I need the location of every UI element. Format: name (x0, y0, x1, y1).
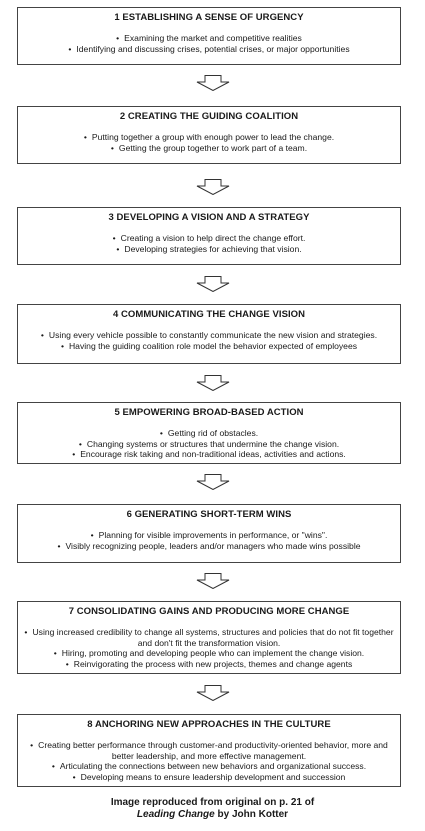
step-box-3 (17, 207, 401, 265)
step-title: 2 CREATING THE GUIDING COALITION (119, 111, 299, 122)
bullet-item: • Hiring, promoting and developing people who can implement the change vision. (53, 648, 365, 658)
bullet-icon: • (116, 33, 120, 43)
bullet-item: • Using every vehicle possible to constantly communicate the new vision and strategies. (40, 330, 378, 340)
bullet-icon: • (68, 43, 72, 54)
bullet-icon: • (83, 132, 87, 142)
step-title: 7 CONSOLIDATING GAINS AND PRODUCING MORE CHANGE (68, 606, 350, 617)
down-arrow-icon (0, 276, 425, 292)
bullet-icon: • (53, 648, 57, 658)
bullet-icon: • (24, 627, 28, 637)
bullet-icon: • (65, 658, 69, 669)
bullet-item: • Changing systems or structures that undermine the change vision. (78, 438, 340, 449)
down-arrow-icon (0, 179, 425, 195)
source-caption (0, 797, 425, 821)
bullet-icon: • (72, 449, 76, 459)
bullet-item: • Developing strategies for achieving that vision. (116, 243, 302, 254)
bullet-item: • Developing means to ensure leadership development and succession (72, 771, 346, 782)
down-arrow-icon (0, 573, 425, 589)
bullet-item: • Reinvigorating the process with new projects, themes and change agents (65, 658, 353, 669)
step-box-5 (17, 402, 401, 464)
step-title: 1 ESTABLISHING A SENSE OF URGENCY (114, 12, 304, 23)
bullet-item: • Having the guiding coalition role model the behavior expected of employees (60, 340, 358, 351)
bullet-icon: • (110, 142, 114, 153)
step-box-2 (17, 106, 401, 164)
step-title: 5 EMPOWERING BROAD-BASED ACTION (114, 407, 304, 418)
bullet-icon: • (159, 428, 163, 438)
bullet-item: • Getting rid of obstacles. (159, 428, 259, 438)
caption-line-2 (0, 809, 425, 821)
bullet-icon: • (78, 438, 82, 449)
bullet-item: • Planning for visible improvements in performance, or "wins". (90, 530, 328, 540)
step-box-1 (17, 7, 401, 65)
bullet-icon: • (90, 530, 94, 540)
bullet-item: • Putting together a group with enough power to lead the change. (83, 132, 335, 142)
step-title: 4 COMMUNICATING THE CHANGE VISION (112, 309, 305, 320)
step-box-6 (17, 504, 401, 563)
bullet-icon: • (112, 233, 116, 243)
bullet-item: • Creating better performance through customer-and productivity-oriented behavior, more and better leadership, and more effective management. (30, 740, 388, 761)
bullet-item: • Identifying and discussing crises, potential crises, or major opportunities (68, 43, 350, 54)
step-title: 6 GENERATING SHORT-TERM WINS (126, 509, 292, 520)
bullet-icon: • (116, 243, 120, 254)
caption-line-1: Image reproduced from original on p. 21 of (110, 797, 315, 808)
bullet-icon: • (40, 330, 44, 340)
bullet-icon: • (72, 771, 76, 782)
bullet-item: • Examining the market and competitive realities (116, 33, 302, 43)
down-arrow-icon (0, 375, 425, 391)
book-title: Leading Change (136, 809, 215, 820)
bullet-item: • Using increased credibility to change all systems, structures and policies that do not fit together and don't fit the transformation vision. (24, 627, 394, 648)
step-box-7 (17, 601, 401, 674)
bullet-item: • Getting the group together to work part of a team. (110, 142, 308, 153)
bullet-item: • Visibly recognizing people, leaders and/or managers who made wins possible (57, 540, 361, 551)
bullet-item: • Encourage risk taking and non-traditional ideas, activities and actions. (72, 449, 346, 459)
bullet-item: • Articulating the connections between new behaviors and organizational success. (51, 761, 367, 771)
bullet-icon: • (57, 540, 61, 551)
step-title: 8 ANCHORING NEW APPROACHES IN THE CULTURE (87, 719, 331, 730)
step-box-8 (17, 714, 401, 787)
down-arrow-icon (0, 474, 425, 490)
author-credit: by John Kotter (214, 809, 289, 820)
down-arrow-icon (0, 685, 425, 701)
step-box-4 (17, 304, 401, 364)
step-title: 3 DEVELOPING A VISION AND A STRATEGY (108, 212, 310, 223)
bullet-item: • Creating a vision to help direct the change effort. (112, 233, 306, 243)
bullet-icon: • (51, 761, 55, 771)
bullet-icon: • (30, 740, 34, 750)
down-arrow-icon (0, 75, 425, 91)
bullet-icon: • (60, 340, 64, 351)
